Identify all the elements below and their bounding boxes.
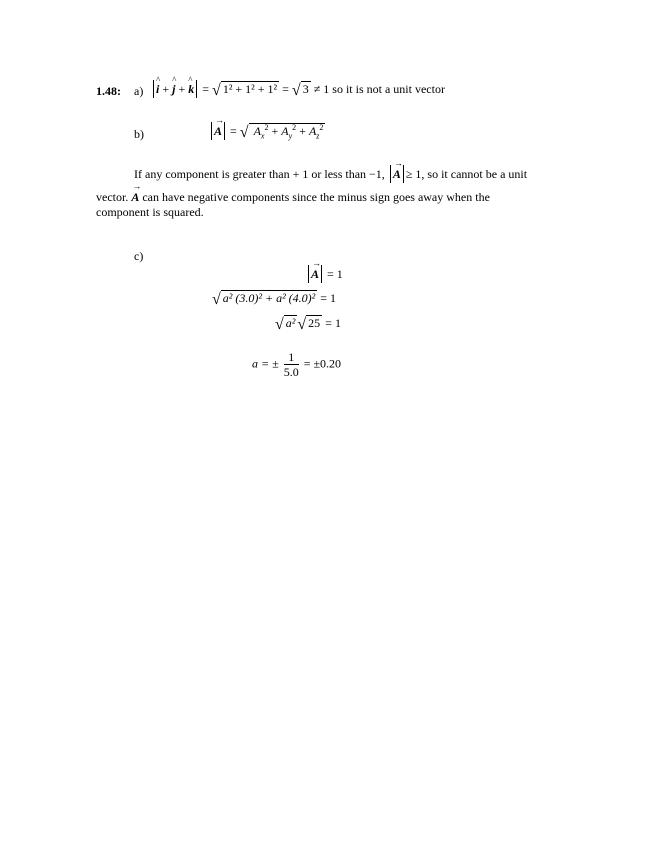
problem-number: 1.48: [96, 84, 121, 98]
abs-bar-right-p [403, 165, 404, 183]
vector-a-para: → A [393, 167, 401, 182]
az-sup: 2 [319, 123, 324, 132]
eq3-r1: a² [285, 316, 296, 330]
abs-bar-left-c [308, 265, 309, 283]
sqrt-sum-of-squares: √ 1² + 1² + 1² [212, 82, 278, 99]
plus-b2: + [299, 124, 306, 138]
eq4-lhs: a = ± [252, 356, 279, 371]
i-hat: ^ i [156, 82, 159, 97]
abs-bar-left-p [390, 165, 391, 183]
fraction-numerator: 1 [284, 350, 299, 365]
part-c-eq4 [252, 350, 341, 379]
para-line2-pre: vector. [96, 190, 129, 204]
az-symbol: A [308, 124, 317, 138]
abs-bar-right [196, 80, 197, 98]
eq3-rhs: = 1 [325, 316, 341, 330]
ay-symbol: A [281, 124, 289, 138]
abs-bar-left [153, 80, 154, 98]
not-equal-one: ≠ 1 [313, 82, 330, 96]
conclusion-a: so it is not a unit vector [332, 82, 445, 96]
part-b-equation [209, 122, 325, 142]
eq4-rhs: = ±0.20 [303, 356, 342, 371]
fraction-denominator: 5.0 [283, 365, 299, 379]
part-a-label: a) [134, 84, 144, 98]
k-hat: ^ k [188, 82, 194, 97]
az-sub: z [316, 131, 320, 141]
eq2-radicand: a² (3.0)² + a² (4.0)² [222, 291, 316, 305]
part-c-eq1 [306, 265, 343, 283]
part-c-eq2 [212, 291, 336, 309]
ay-sup: 2 [292, 123, 297, 132]
eq2-rhs: = 1 [320, 291, 337, 305]
ax-sub: x [260, 131, 265, 141]
vector-a-b: → A [214, 124, 222, 139]
sqrt-a-squared: √ a² [275, 316, 296, 333]
ax-sup: 2 [264, 123, 269, 132]
sqrt-a-components: √ a² (3.0)² + a² (4.0)² [212, 291, 316, 308]
equals-1: = [202, 82, 210, 96]
plus-1: + [162, 82, 170, 96]
radicand-a: 1² + 1² + 1² [222, 82, 278, 96]
ay-sub: y [288, 131, 293, 141]
equals-b: = [230, 124, 237, 138]
radicand-3: 3 [302, 82, 309, 96]
part-b-label: b) [134, 127, 144, 141]
ax-symbol: A [253, 124, 261, 138]
paragraph-line-1 [134, 165, 527, 183]
para-line2-post: can have negative components since the minus sign goes away when the [142, 190, 490, 204]
fraction [284, 350, 299, 379]
part-c-eq3 [275, 316, 341, 334]
j-hat: ^ j [172, 82, 175, 97]
ge-one: ≥ 1 [405, 167, 422, 181]
sqrt-25: √ 25 [297, 316, 321, 333]
part-a-equation [151, 80, 445, 100]
eq3-r2: 25 [308, 316, 321, 330]
para-line1-post: , so it cannot be a unit [421, 167, 528, 181]
sqrt-components: √ $A_x^2 + A_y^2 + A_z^2$ [239, 123, 324, 141]
plus-b1: + [271, 124, 279, 138]
eq1-rhs: = 1 [327, 267, 343, 281]
abs-bar-right-c [321, 265, 322, 283]
abs-bar-left-b [211, 122, 212, 140]
paragraph-line-2 [96, 190, 490, 205]
plus-2: + [178, 82, 186, 96]
para-line1-pre: If any component is greater than + 1 or less than −1, [134, 167, 385, 181]
paragraph-line-3: component is squared. [96, 205, 204, 219]
part-c-label: c) [134, 249, 144, 263]
vector-a-para2: → A [131, 190, 139, 205]
equals-2: = [282, 82, 289, 96]
vector-a-c: → A [311, 267, 319, 282]
sqrt-3: √ 3 [291, 82, 309, 99]
abs-bar-right-b [224, 122, 225, 140]
